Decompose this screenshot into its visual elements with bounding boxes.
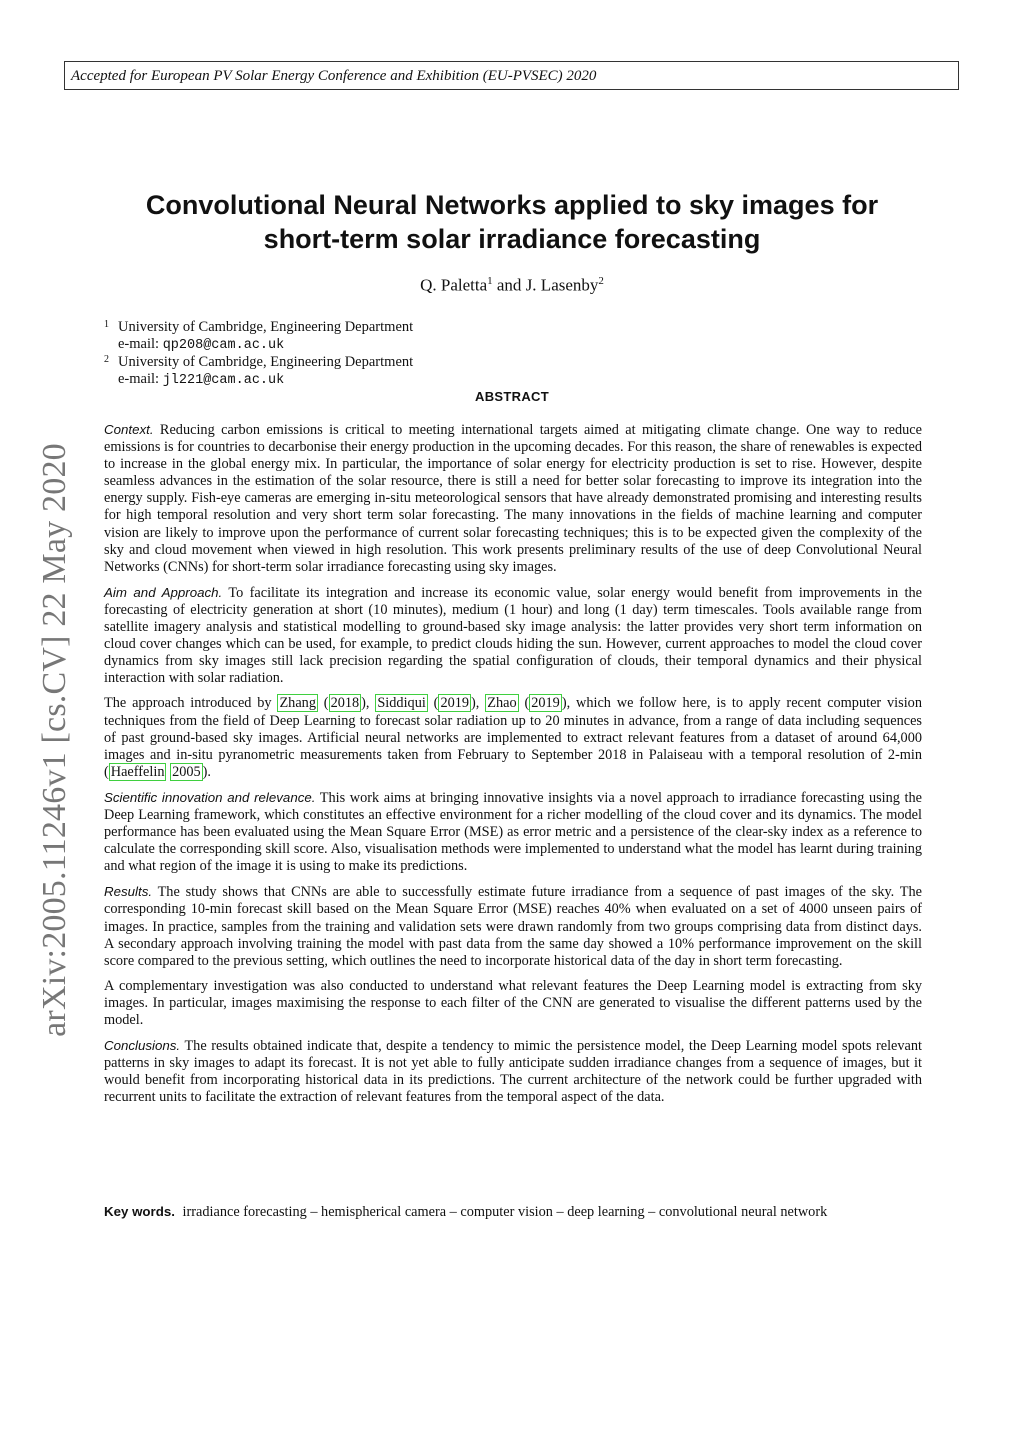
citation-haeffelin-year[interactable]: 2005	[172, 763, 201, 780]
conclusions-heading: Conclusions.	[104, 1038, 181, 1054]
aim-paragraph	[104, 584, 922, 688]
affiliation-1-email-label: e-mail:	[118, 336, 160, 352]
author-list	[104, 270, 920, 297]
author-1-affil-mark: 1	[487, 275, 493, 287]
scientific-heading: Scientific innovation and relevance.	[104, 789, 316, 805]
abstract-heading: ABSTRACT	[475, 389, 549, 404]
affiliation-1-email[interactable]: qp208@cam.ac.uk	[162, 338, 285, 353]
results-paragraph	[104, 883, 922, 969]
affiliation-2-email-label: e-mail:	[118, 371, 160, 387]
results-heading: Results.	[104, 884, 153, 900]
conclusions-text: The results obtained indicate that, despite a tendency to mimic the persistence model, the Deep Learning model spots relevant patterns in sky images to adapt its forecast. It is not yet able to fully anticipate sudden irradiance changes from a sequence of images, but it would benefit from incorporating historical data in its predictions. The current architecture of the network could be further upgraded with recurrent units to facilitate the extraction of relevant features from the temporal aspect of the data.	[104, 1038, 923, 1106]
arxiv-stamp: arXiv:2005.11246v1 [cs.CV] 22 May 2020	[36, 443, 73, 1037]
affiliation-2-email[interactable]: jl221@cam.ac.uk	[162, 373, 285, 388]
citation-zhao-year[interactable]: 2019	[531, 695, 560, 712]
affiliation-1-number: 1	[104, 319, 109, 330]
approach-text-2: , which we follow here, is to apply recent computer vision techniques from the field of Deep Learning to forecast solar radiation up to 20 minutes in advance, from a range of data including sequences of past ground-based sky images. Artificial neural networks are implemented to extract relevant features from a dataset of around 64,000 images and in-situ pyranometric measurements taken from February to September 2018 in Palaiseau with a temporal resolution of 2-min (	[104, 695, 922, 780]
citation-siddiqui-year[interactable]: 2019	[440, 695, 470, 712]
complement-text: A complementary investigation was also conducted to understand what relevant features the Deep Learning model is extracting from sky images. In particular, images maximising the response to each filter of the CNN are generated to visualise the different patterns used by the model.	[104, 977, 922, 1028]
affiliation-1-email-row	[104, 336, 464, 354]
conclusions-paragraph	[104, 1037, 922, 1106]
affiliation-1-institution: University of Cambridge, Engineering Department	[118, 319, 414, 335]
context-text: Reducing carbon emissions is critical to meeting international targets aimed at mitigating climate change. One way to reduce emissions is for countries to decarbonise their energy production in the upcoming decades. For this reason, the share of renewables is expected to increase in the global energy mix. In particular, the importance of solar energy for electricity production is set to rise. However, despite seamless advances in the estimation of the solar resource, there is still a need for better solar forecasting to improve its integration into the energy supply. Fish-eye cameras are emerging in-situ meteorological sensors that have already demonstrated promising and interesting results for high temporal resolution and very short term solar forecasting. The many innovations in the fields of machine learning and computer vision are likely to improve upon the performance of current solar forecasting techniques; this is to be expected given the complexity of the sky and cloud movement when viewed in high resolution. This work presents preliminary results of the use of deep Convolutional Neural Networks (CNNs) for short-term solar irradiance forecasting using sky images.	[104, 422, 923, 575]
citation-siddiqui[interactable]: Siddiqui	[377, 695, 426, 712]
scientific-paragraph	[104, 789, 922, 875]
affiliation-2-email-row	[104, 371, 464, 389]
affiliation-1	[104, 319, 464, 336]
aim-heading: Aim and Approach.	[104, 584, 223, 600]
affiliations	[104, 319, 464, 389]
keywords	[104, 1203, 922, 1221]
author-2-affil-mark: 2	[598, 275, 604, 287]
approach-text-3: ).	[202, 763, 211, 780]
complement-paragraph	[104, 978, 922, 1029]
author-1-name: Q. Paletta	[420, 275, 488, 295]
context-paragraph	[104, 421, 922, 576]
keywords-label: Key words.	[104, 1204, 175, 1219]
citation-haeffelin[interactable]: Haeffelin	[110, 763, 165, 780]
title-line-1: Convolutional Neural Networks applied to sky images for	[145, 190, 879, 220]
affiliation-2-institution: University of Cambridge, Engineering Department	[118, 354, 414, 370]
context-heading: Context.	[104, 422, 154, 437]
scientific-text: This work aims at bringing innovative insights via a novel approach to irradiance forecasting using the Deep Learning framework, which constitutes an effective environment for a richer modelling of the cloud cover and its dynamics. The model performance has been evaluated using the Mean Square Error (MSE) as error metric and a persistence of the clear-sky index as a reference to calculate the corresponding skill score. Also, visualisation methods were implemented to understand what the model has learnt during training and what region of the image it is using to make its predictions.	[104, 789, 922, 875]
conference-banner: Accepted for European PV Solar Energy Conference and Exhibition (EU-PVSEC) 2020	[64, 61, 959, 90]
author-2-name: J. Lasenby	[525, 275, 599, 295]
affiliation-2	[104, 354, 464, 371]
approach-text-1: The approach introduced by	[104, 695, 272, 712]
paper-title	[104, 188, 920, 256]
keywords-text: irradiance forecasting – hemispherical camera – computer vision – deep learning – convolutional neural network	[182, 1204, 828, 1220]
affiliation-2-number: 2	[104, 354, 109, 365]
approach-paragraph: The approach introduced by Zhang ( 2018 ), Siddiqui ( 2019 ), Zhao ( 2019 ), which we follow here, is to apply recent computer vision techniques from the field of Deep Learning to forecast solar radiation up to 20 minutes in advance, from a range of data including sequences of past ground-based sky images. Artificial neural networks are implemented to extract relevant features from a dataset of around 64,000 images and in-situ pyranometric measurements taken from February to September 2018 in Palaiseau with a temporal resolution of 2-min ( Haeffelin 2005 ).	[104, 695, 922, 780]
citation-zhao[interactable]: Zhao	[487, 695, 517, 712]
title-line-2: short-term solar irradiance forecasting	[263, 224, 761, 254]
results-text: The study shows that CNNs are able to successfully estimate future irradiance from a sequence of past images of the sky. The corresponding 10-min forecast skill based on the Mean Square Error (MSE) reaches 40% when evaluated on a set of 4000 unseen pairs of images. In practice, samples from the training and validation sets were drawn randomly from two groups comprising data from distinct days. A secondary approach involving training the model with past data from the same day showed a 10% performance improvement on the skill score compared to the previous setting, which outlines the need to incorporate historical data of the day in short term forecasting.	[104, 884, 923, 969]
citation-zhang[interactable]: Zhang	[279, 695, 316, 712]
citation-zhang-year[interactable]: 2018	[330, 695, 360, 712]
abstract-body	[104, 421, 922, 1114]
aim-text: To facilitate its integration and increase its economic value, solar energy would benefit from improvements in the forecasting of electricity generation at short (10 minutes), medium (1 hour) and long (1 day) term timescales. Tools available range from satellite imagery analysis and statistical modelling to ground-based sky image analysis: the latter provides very short term information on cloud cover changes which can be used, for example, to predict clouds hiding the sun. However, current approaches to model the cloud cover dynamics from sky images still lack precision regarding the spatial configuration of clouds, their temporal dynamics and their physical interaction with solar radiation.	[104, 584, 922, 687]
author-conjunction: and	[496, 275, 522, 295]
